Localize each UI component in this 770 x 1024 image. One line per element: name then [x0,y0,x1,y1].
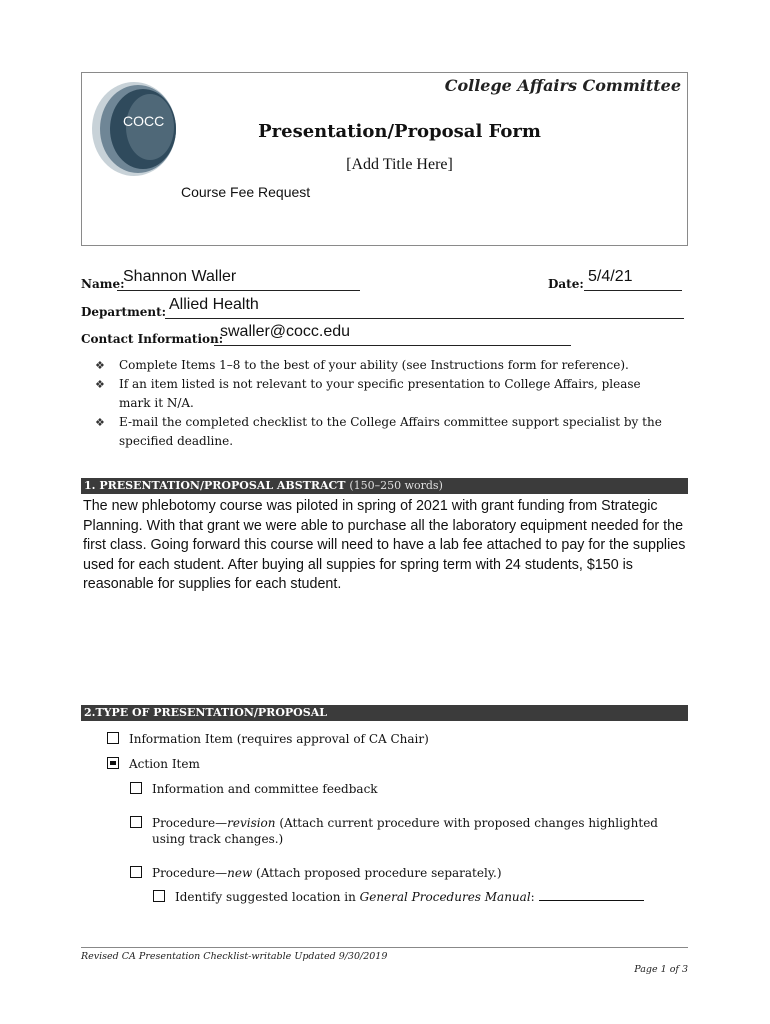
section-type-title: 2.TYPE OF PRESENTATION/PROPOSAL [84,706,327,719]
diamond-bullet-icon: ❖ [95,378,105,391]
contact-label: Contact Information: [81,332,224,346]
form-header [81,72,688,246]
section-abstract-note: (150–250 words) [349,479,443,492]
date-underline [584,290,682,291]
identify-location-checkbox[interactable] [153,890,165,902]
add-title-placeholder[interactable]: [Add Title Here] [346,156,453,173]
date-label: Date: [548,277,584,291]
page-number: Page 1 of 3 [634,964,688,975]
committee-name: College Affairs Committee [444,76,681,95]
department-field[interactable]: Allied Health [169,296,259,313]
department-underline [165,318,684,319]
section-abstract-title: 1. PRESENTATION/PROPOSAL ABSTRACT [84,479,346,492]
abstract-text-field[interactable]: The new phlebotomy course was piloted in spring of 2021 with grant funding from Strategic Planning. With that grant we were able to purchase all the laboratory equipment needed for the first class. Going forward this course will need to have a lab fee attached to pay for the supplies used for each student. After buying all suppies for spring term with 24 students, $150 is reasonable for supplies for each student. [83,498,686,592]
name-underline [117,290,360,291]
info-feedback-checkbox[interactable] [130,782,142,794]
section-type-header [81,705,688,721]
diamond-bullet-icon: ❖ [95,416,105,429]
procedure-revision-option[interactable]: Procedure—revision (Attach current procedure with proposed changes highlighted using track changes.) [130,815,682,849]
instruction-item: ❖ E-mail the completed checklist to the College Affairs committee support specialist by the specified deadline. [95,415,662,448]
logo-text: COCC [123,113,165,129]
section-abstract-header [81,478,688,494]
name-field[interactable]: Shannon Waller [123,268,237,285]
contact-field[interactable]: swaller@cocc.edu [220,323,351,340]
diamond-bullet-icon: ❖ [95,359,105,372]
department-label: Department: [81,305,167,319]
name-label: Name: [81,277,125,291]
footer-divider [81,947,688,948]
action-item-checkbox[interactable] [107,757,119,769]
information-item-checkbox[interactable] [107,732,119,744]
footer-revision-note: Revised CA Presentation Checklist-writable Updated 9/30/2019 [81,951,388,962]
date-field[interactable]: 5/4/21 [588,268,633,285]
contact-underline [214,345,571,346]
instruction-item: ❖ If an item listed is not relevant to your specific presentation to College Affairs, please mark it N/A. [95,377,641,410]
instruction-item: ❖ Complete Items 1–8 to the best of your ability (see Instructions form for reference). [95,356,675,375]
procedure-revision-checkbox[interactable] [130,816,142,828]
form-title: Presentation/Proposal Form [258,121,541,142]
manual-location-input[interactable] [539,889,644,901]
course-title-field[interactable]: Course Fee Request [181,184,311,200]
instructions-list [95,356,675,451]
procedure-new-checkbox[interactable] [130,866,142,878]
